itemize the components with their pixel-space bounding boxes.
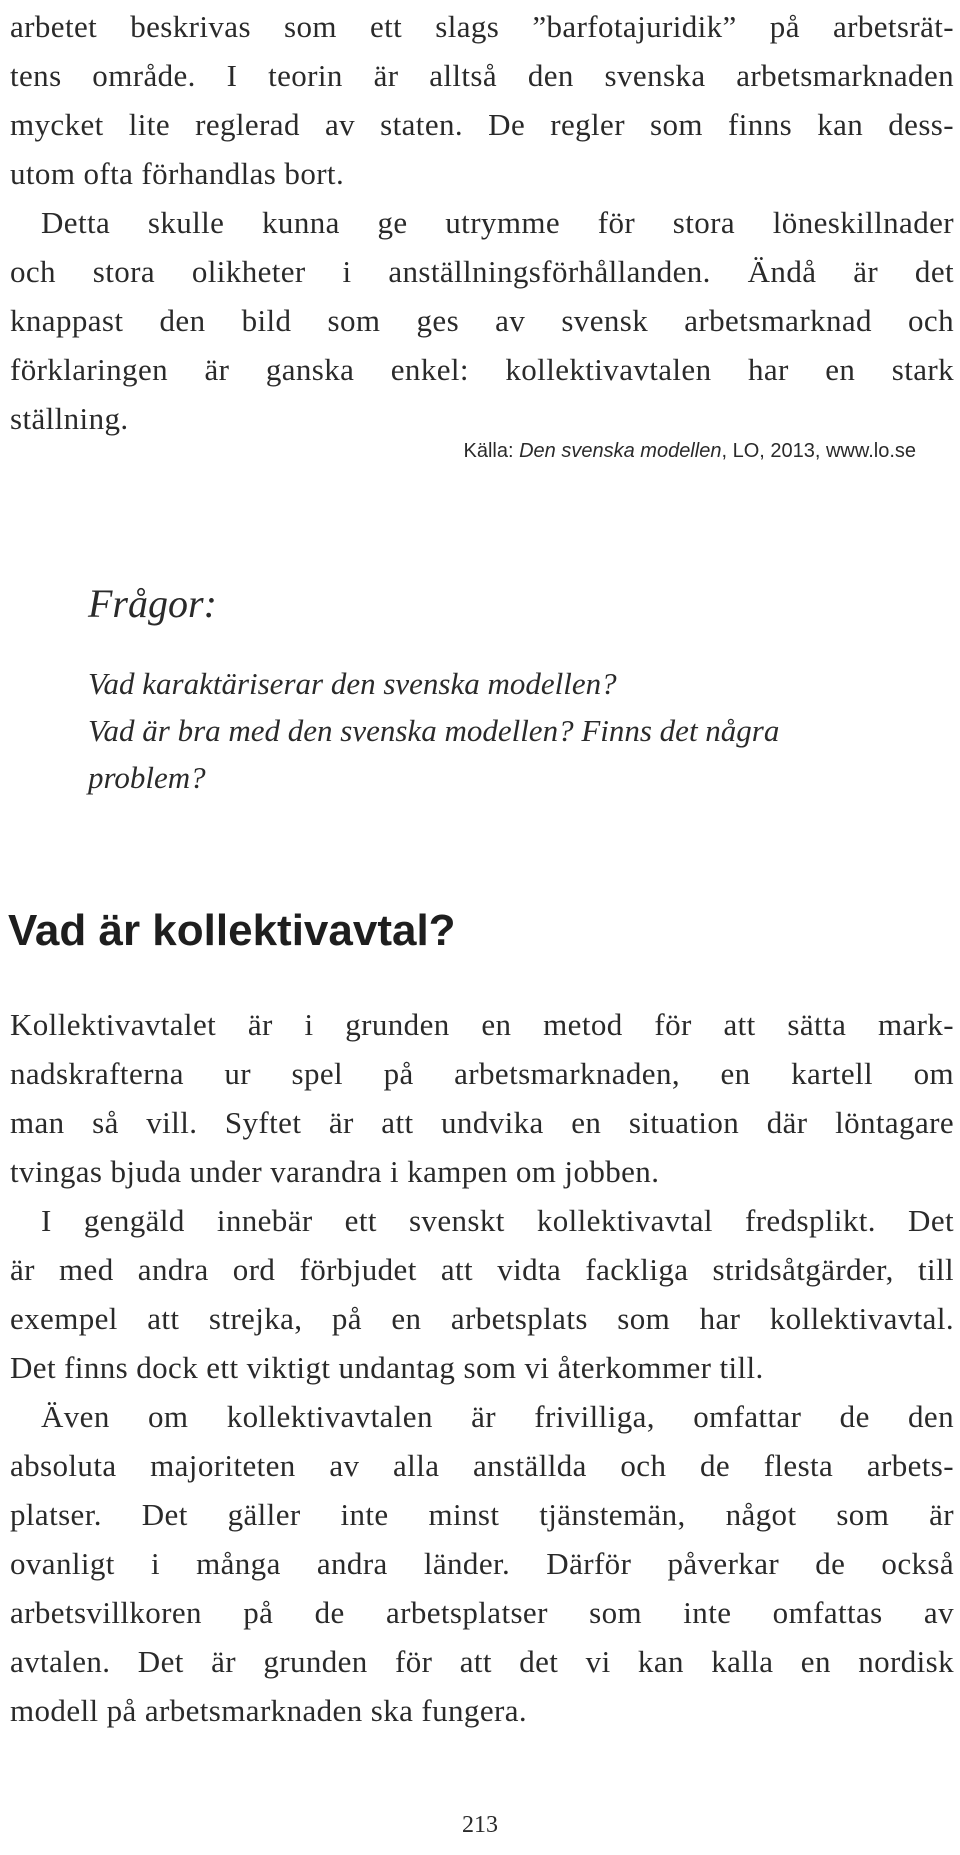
body-paragraph-3 (10, 1392, 954, 1735)
text-line: Detta skulle kunna ge utrymme för stora löneskillnader (41, 205, 954, 240)
text-line: tvingas bjuda under varandra i kampen om jobben. (10, 1154, 660, 1189)
text-line: man så vill. Syftet är att undvika en situation där löntagare (10, 1105, 954, 1140)
text-line: knappast den bild som ges av svensk arbetsmarknad och (10, 303, 954, 338)
text-line: ovanligt i många andra länder. Därför påverkar de också (10, 1546, 954, 1581)
text-line: tens område. I teorin är alltså den svenska arbetsmarknaden (10, 58, 954, 93)
source-suffix: , LO, 2013, www.lo.se (721, 440, 916, 462)
second-paragraph (10, 198, 954, 443)
source-title: Den svenska modellen (519, 440, 722, 462)
questions-heading: Frågor: (88, 581, 217, 626)
text-line: avtalen. Det är grunden för att det vi kan kalla en nordisk (10, 1644, 954, 1679)
text-line: ställning. (10, 401, 129, 436)
text-line: platser. Det gäller inte minst tjänstemän, något som är (10, 1497, 954, 1532)
text-line: exempel att strejka, på en arbetsplats som har kollektivavtal. (10, 1301, 954, 1336)
text-line: förklaringen är ganska enkel: kollektivavtalen har en stark (10, 352, 954, 387)
text-line: mycket lite reglerad av staten. De regler som finns kan dess- (10, 107, 954, 142)
text-line: och stora olikheter i anställningsförhållanden. Ändå är det (10, 254, 954, 289)
text-line: är med andra ord förbjudet att vidta fackliga stridsåtgärder, till (10, 1252, 954, 1287)
text-line: Det finns dock ett viktigt undantag som vi återkommer till. (10, 1350, 764, 1385)
questions-list (88, 660, 928, 801)
intro-paragraph (10, 2, 954, 198)
text-line: Kollektivavtalet är i grunden en metod för att sätta mark- (10, 1007, 954, 1042)
text-line: Även om kollektivavtalen är frivilliga, omfattar de den (41, 1399, 954, 1434)
text-line: arbetsvillkoren på de arbetsplatser som inte omfattas av (10, 1595, 954, 1630)
text-line: absoluta majoriteten av alla anställda och de flesta arbets- (10, 1448, 954, 1483)
source-citation (0, 440, 916, 463)
question-item: problem? (88, 760, 206, 795)
text-line: modell på arbetsmarknaden ska fungera. (10, 1693, 528, 1728)
page-number: 213 (462, 1812, 498, 1838)
body-paragraph-1 (10, 1000, 954, 1196)
body-paragraph-2 (10, 1196, 954, 1392)
text-line: utom ofta förhandlas bort. (10, 156, 345, 191)
section-heading: Vad är kollektivavtal? (8, 906, 456, 955)
source-prefix: Källa: (463, 440, 520, 462)
question-item: Vad är bra med den svenska modellen? Finns det några (88, 713, 780, 748)
text-line: I gengäld innebär ett svenskt kollektivavtal fredsplikt. Det (41, 1203, 954, 1238)
question-item: Vad karaktäriserar den svenska modellen? (88, 666, 617, 701)
text-line: nadskrafterna ur spel på arbetsmarknaden, en kartell om (10, 1056, 954, 1091)
text-line: arbetet beskrivas som ett slags ”barfotajuridik” på arbetsrät- (10, 9, 954, 44)
